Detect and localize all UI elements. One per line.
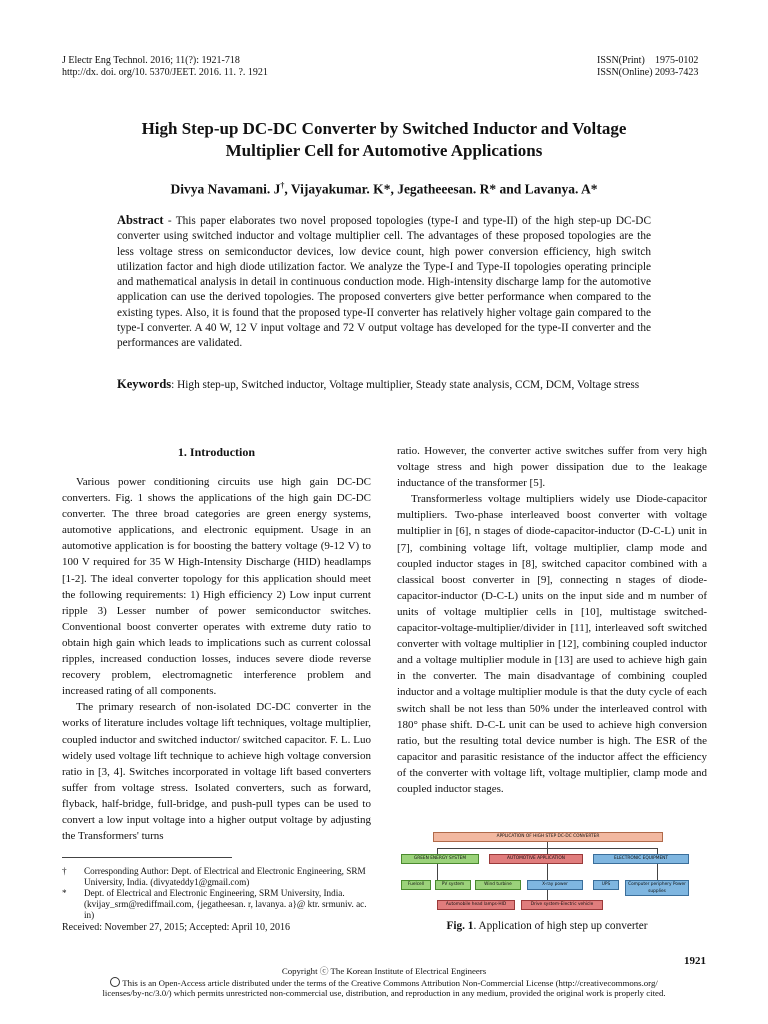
copyright-line-1: Copyright ⓒ The Korean Institute of Electrical Engineers <box>281 966 487 976</box>
footnote-text: Dept. of Electrical and Electronic Engineering, SRM University, India. (kvijay_srm@rediffmail.com, {jegatheesan. r, lavanya. a}@ ktr. srmuniv. ac. in) <box>84 888 367 920</box>
item-fuelcell: Fuelcell <box>401 880 431 890</box>
caption-label: Fig. 1 <box>446 920 474 932</box>
item-drive-system: Drive system-Electric vehicle <box>521 900 603 910</box>
issn-online-value: 2093-7423 <box>655 67 699 78</box>
figure-root-box: APPLICATION OF HIGH STEP DC-DC CONVERTER <box>433 832 663 842</box>
figure-1-caption <box>397 920 697 932</box>
abstract-text: - This paper elaborates two novel proposed topologies (type-I and type-II) of the high step-up DC-DC converter using switched inductor and voltage multiplier cell. The advantages of these proposed topologies are the less voltage stress on semiconductor devices, low device count, high power conversion efficiency, high switch utilization factor and high diode utilization factor. We analyze the Type-I and Type-II topologies operating principle and mathematical analysis in detail in continuous conduction mode. High-intensity discharge lamp for the automotive application can use the derived topologies. The proposed converters give better performance when compared to the existing types. Also, it is found that the proposed type-II converter has relatively higher voltage gain compared to the type-I converter. A 40 W, 12 V input voltage and 72 V output voltage has developed for the type-II converter and the performances are validated. <box>117 215 651 350</box>
footnote-corresponding <box>62 866 371 888</box>
item-computer-periphery: Computer periphery Power supplies <box>625 880 689 896</box>
abstract-label: Abstract <box>117 213 164 227</box>
category-automotive: AUTOMOTIVE APPLICATION <box>489 854 583 864</box>
received-dates: Received: November 27, 2015; Accepted: April 10, 2016 <box>62 922 291 933</box>
category-green-energy: GREEN ENERGY SYSTEM <box>401 854 479 864</box>
figure-1-diagram <box>397 828 697 920</box>
title-line-2: Multiplier Cell for Automotive Applications <box>225 141 543 160</box>
footnote-affiliation <box>62 888 371 921</box>
author-1: Divya Navamani. J <box>170 181 281 197</box>
copyright-line-3: licenses/by-nc/3.0/) which permits unrestricted non-commercial use, distribution, and reproduction in any medium, provided the original work is properly cited. <box>102 988 666 999</box>
item-hid-headlamps: Automobile head lamps-HID <box>437 900 515 910</box>
footnote-divider <box>62 857 232 858</box>
other-authors: , Vijayakumar. K*, Jegatheeesan. R* and Lavanya. A* <box>284 181 598 197</box>
left-column <box>62 474 371 844</box>
section-heading-introduction: 1. Introduction <box>177 445 256 459</box>
issn-print-label: ISSN(Print) <box>597 55 645 66</box>
issn-print-value: 1975-0102 <box>655 55 699 66</box>
paragraph: The primary research of non-isolated DC-DC converter in the works of literature includes voltage lift techniques, voltage multiplier, coupled inductor and switched inductor/ switched capacitor. F. L. Luo widely used voltage lift technique to achieve high voltage conversion ratio in [3, 4]. Switches incorporated in voltage lift based converters suffer from voltage stress. Isolated converters, such as forward, flyback, half-bridge, full-bridge, and push-pull types can be used to convert a low input voltage into a higher output voltage by adjusting the Transformers' turns <box>62 701 371 843</box>
open-access-icon <box>110 977 120 987</box>
copyright-notice <box>40 966 728 999</box>
keywords <box>117 377 651 393</box>
footnote-mark: * <box>62 888 67 898</box>
category-electronic: ELECTRONIC EQUIPMENT <box>593 854 689 864</box>
footnote-mark: † <box>62 866 67 876</box>
right-column <box>397 443 707 797</box>
paragraph: Various power conditioning circuits use high gain DC-DC converters. Fig. 1 shows the applications of the high gain DC-DC converter. The three broad categories are green energy systems, automotive applications, and electronic equipment. Usage in an automotive application is for boosting the battery voltage (9-12 V) to 100 V required for 35 W High-Intensity Discharge (HID) headlamps [1-2]. The ideal converter topology for this application should meet the following requirements: 1) High efficiency 2) Low input current ripple 3) Lesser number of power semiconductor switches. Conventional boost converter operates with extreme duty ratio to obtain high gain which leads to implications such as current colossal ripples, increased conduction losses, induces severe diode reverse recovery problem, electromagnetic interference problem and increased rating of all components. <box>62 476 371 698</box>
paragraph: ratio. However, the converter active switches suffer from very high voltage stress and high power dissipation due to the leakage inductance of the transformer [5]. <box>397 445 707 490</box>
page-number: 1921 <box>684 955 706 967</box>
journal-line-1: J Electr Eng Technol. 2016; 11(?): 1921-718 <box>62 55 240 66</box>
footnote-text: Corresponding Author: Dept. of Electrical and Electronic Engineering, SRM University, India. (divyateddy1@gmail.com) <box>84 866 366 887</box>
item-ups: UPS <box>593 880 619 890</box>
journal-doi-link[interactable]: http://dx. doi. org/10. 5370/JEET. 2016. 11. ?. 1921 <box>62 67 268 78</box>
keywords-text: : High step-up, Switched inductor, Voltage multiplier, Steady state analysis, CCM, DCM, Voltage stress <box>171 379 640 391</box>
issn-online-label: ISSN(Online) <box>597 67 653 78</box>
item-xray-power: X-ray power <box>527 880 583 890</box>
keywords-label: Keywords <box>117 377 172 391</box>
abstract <box>117 213 651 352</box>
paper-title <box>60 118 708 162</box>
item-pv-system: PV system <box>435 880 471 890</box>
journal-citation <box>62 55 268 79</box>
copyright-line-2: This is an Open-Access article distributed under the terms of the Creative Commons Attribution Non-Commercial License (http://creativecommons.org/ <box>122 977 658 988</box>
corresponding-mark: † <box>280 181 285 190</box>
caption-text: . Application of high step up converter <box>473 920 648 932</box>
issn-block <box>597 55 698 79</box>
title-line-1: High Step-up DC-DC Converter by Switched Inductor and Voltage <box>141 119 627 138</box>
item-wind-turbine: Wind turbine <box>475 880 521 890</box>
author-list <box>60 181 708 198</box>
paragraph: Transformerless voltage multipliers widely use Diode-capacitor multipliers. Two-phase interleaved boost converter with voltage multiplier in [6], n stages of diode-capacitor-inductor (D-C-L) unit in [7], combining voltage lift, voltage multiplier, clamp mode and coupled inductor stages in [8], switched capacitor combined with a classical boost converter in [9], connecting n stages of diode-capacitor-inductor (D-C-L) units on the input side and m number of units of voltage multiplier cells in [10], multistage switched-capacitor-voltage-multiplier/divider in [11], interleaved soft switched converter with voltage multiplier in [12], combining coupled inductor and a voltage multiplier module in [13] are used to achieve high gain in the converter. The main disadvantage of combining coupled inductor and a voltage multiplier module is that the duty cycle of each switch shall be not less than 50% under the interleaved control with 180° phase shift. D-C-L unit can be used to achieve high conversion ratio, but the resulting total device number is high. The ESR of the capacitor and parasitic resistance of the inductor affect the efficiency of the converter with voltage lift, voltage multiplier, clamp mode and coupled inductor stages. <box>397 493 707 795</box>
